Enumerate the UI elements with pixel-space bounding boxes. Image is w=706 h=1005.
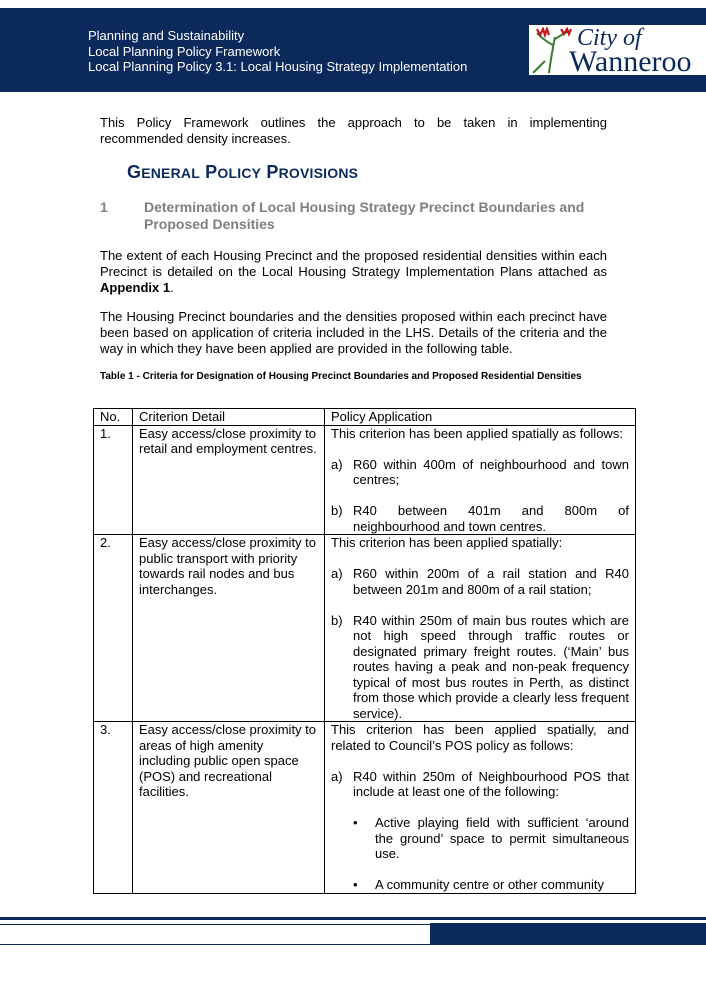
header-no: No. [94,409,133,426]
logo-city-text: City of [577,25,642,51]
policy-application [325,535,636,722]
bullet-item [331,815,629,862]
list-text: R40 within 250m of main bus routes which are not high speed through traffic routes or designated primary freight routes. (‘Main’ bus routes having a peak and non-peak frequency typical of most bus routes in Perth, as distinct from those which provide a clearly less frequent service). [353,612,629,721]
heading-letter: P [205,162,218,182]
section-heading [127,162,358,183]
row-number: 3. [94,722,133,894]
intro-text: This Policy Framework outlines the approach to be taken in implementing recommended density increases. [100,115,607,146]
header-application: Policy Application [325,409,636,426]
list-marker: b) [331,612,343,628]
list-item [331,613,629,722]
application-intro: This criterion has been applied spatially as follows: [331,425,623,441]
header-criterion: Criterion Detail [133,409,325,426]
footer-right-band [430,923,706,945]
list-marker: b) [331,503,343,518]
header-policy-title: Local Planning Policy 3.1: Local Housing Strategy Implementation [88,59,468,74]
list-text: R60 within 400m of neighbourhood and town centres; [353,456,629,487]
row-number: 1. [94,425,133,535]
subsection-number: 1 [100,199,108,215]
heading-word: ENERAL [141,165,200,181]
application-intro: This criterion has been applied spatially, and related to Council’s POS policy as follows: [331,722,629,753]
header-text [88,28,467,75]
heading-letter: P [266,162,279,182]
application-intro: This criterion has been applied spatially: [331,535,563,550]
criterion-detail: Easy access/close proximity to areas of high amenity including public open space (POS) and recreational facilities. [133,722,325,894]
criterion-detail: Easy access/close proximity to retail and employment centres. [133,425,325,535]
footer-rule [0,917,706,920]
heading-word: OLICY [217,165,262,181]
table-caption: Table 1 - Criteria for Designation of Housing Precinct Boundaries and Proposed Residential Densities [100,371,582,382]
table-row [94,425,636,535]
subsection-title: Determination of Local Housing Strategy Precinct Boundaries and Proposed Densities [144,199,585,232]
list-marker: a) [331,566,343,581]
list-text: R40 between 401m and 800m of neighbourhood and town centres. [353,503,629,534]
bullet-icon: • [353,877,358,892]
table-row [94,535,636,722]
list-marker: a) [331,456,343,472]
top-strip [0,0,706,8]
bullet-text: Active playing field with sufficient ‘around the ground’ space to permit simultaneous use. [375,815,629,861]
para-end: . [170,280,174,295]
intro-paragraph [100,115,607,147]
city-logo [529,25,706,75]
para-text: The extent of each Housing Precinct and the proposed residential densities within each Precinct is detailed on the Local Housing Strategy Implementation Plans attached as [100,248,607,279]
precinct-paragraph [100,248,607,296]
heading-letter: G [127,162,142,182]
list-item [331,503,629,534]
criteria-paragraph [100,309,607,357]
footer-left-band [0,924,430,945]
policy-application [325,425,636,535]
policy-application [325,722,636,894]
list-text: R40 within 250m of Neighbourhood POS that include at least one of the following: [353,768,629,799]
header-framework: Local Planning Policy Framework [88,43,281,59]
bullet-item [331,877,629,893]
bullet-text: A community centre or other community [375,877,605,892]
criterion-detail: Easy access/close proximity to public transport with priority towards rail nodes and bus interchanges. [133,535,325,722]
precinct-text [100,248,607,296]
list-item [331,566,629,597]
table-header-row [94,409,636,426]
list-item [331,769,629,800]
bullet-icon: • [353,815,358,830]
table-row [94,722,636,894]
criteria-text: The Housing Precinct boundaries and the densities proposed within each precinct have been based on application of criteria included in the LHS. Details of the criteria and the way in which they have been applied are provided in the following table. [100,309,607,356]
row-number: 2. [94,535,133,722]
list-text: R60 within 200m of a rail station and R40 between 201m and 800m of a rail station; [353,566,629,597]
appendix-reference: Appendix 1 [100,280,171,295]
list-marker: a) [331,768,343,784]
list-item [331,457,629,488]
logo-name-text: Wanneroo [569,45,692,75]
header-department: Planning and Sustainability [88,28,245,43]
criteria-table [93,408,636,894]
heading-word: ROVISIONS [278,165,359,181]
